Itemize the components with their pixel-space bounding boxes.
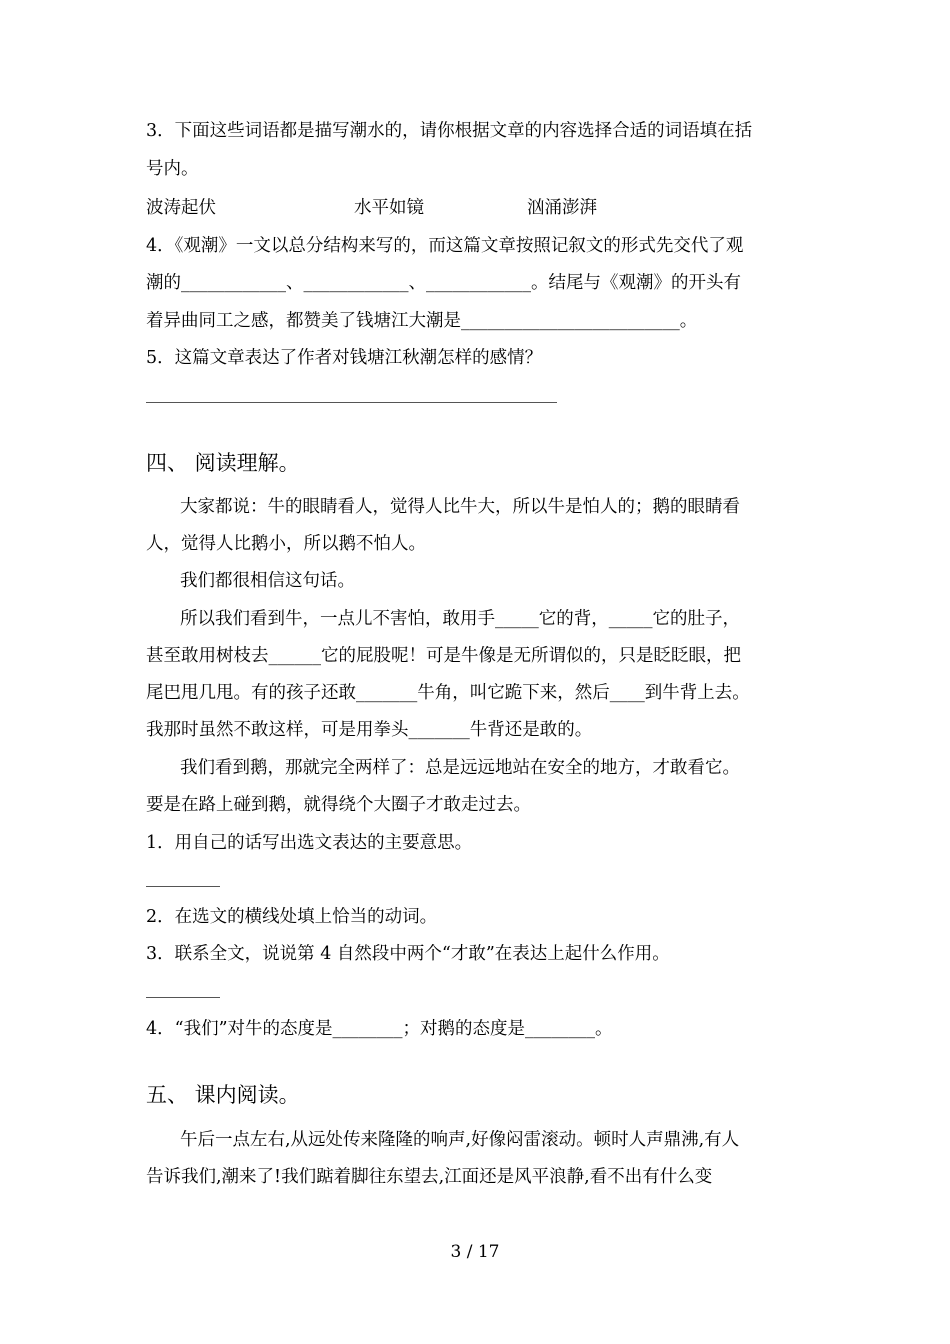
q3-word-2: 水平如镜 xyxy=(354,198,424,218)
s4-p1-line-1: 大家都说：牛的眼睛看人，觉得人比牛大，所以牛是怕人的；鹅的眼睛看 xyxy=(180,497,740,517)
s4-p3-line-3: 尾巴甩几甩。有的孩子还敢_______牛角，叫它跪下来，然后____到牛背上去。 xyxy=(146,683,750,703)
s4-q4: 4．“我们”对牛的态度是________；对鹅的态度是________。 xyxy=(146,1019,613,1039)
q5-line-1: 5．这篇文章表达了作者对钱塘江秋潮怎样的感情？ xyxy=(146,348,543,368)
s4-q2: 2．在选文的横线处填上恰当的动词。 xyxy=(146,907,438,927)
s4-p1-line-2: 人，觉得人比鹅小，所以鹅不怕人。 xyxy=(146,534,426,554)
q3-word-1: 波涛起伏 xyxy=(146,198,216,218)
s4-p2: 我们都很相信这句话。 xyxy=(180,571,355,591)
q4-line-3: 着异曲同工之感，都赞美了钱塘江大潮是_________________________。 xyxy=(146,311,698,331)
s4-q1: 1．用自己的话写出选文表达的主要意思。 xyxy=(146,833,473,853)
section-4-title: 四、 阅读理解。 xyxy=(146,451,300,475)
s4-q1-answer-line xyxy=(146,886,220,887)
s4-p3-line-2: 甚至敢用树枝去______它的屁股呢！可是牛像是无所谓似的，只是眨眨眼，把 xyxy=(146,646,741,666)
s4-p4-line-2: 要是在路上碰到鹅，就得绕个大圈子才敢走过去。 xyxy=(146,795,531,815)
s4-p3-line-4: 我那时虽然不敢这样，可是用拳头_______牛背还是敢的。 xyxy=(146,720,593,740)
q3-line-2: 号内。 xyxy=(146,159,199,179)
q4-line-1: 4．《观潮》一文以总分结构来写的，而这篇文章按照记叙文的形式先交代了观 xyxy=(146,236,744,256)
s5-p1-line-2: 告诉我们,潮来了!我们踮着脚往东望去,江面还是风平浪静,看不出有什么变 xyxy=(146,1167,713,1187)
q3-line-1: 3．下面这些词语都是描写潮水的，请你根据文章的内容选择合适的词语填在括 xyxy=(146,121,753,141)
s4-p4-line-1: 我们看到鹅，那就完全两样了：总是远远地站在安全的地方，才敢看它。 xyxy=(180,758,740,778)
s5-p1-line-1: 午后一点左右,从远处传来隆隆的响声,好像闷雷滚动。顿时人声鼎沸,有人 xyxy=(180,1130,740,1150)
q4-line-2: 潮的____________、____________、____________。结尾与《观潮》的开头有 xyxy=(146,273,741,293)
s4-q3-answer-line xyxy=(146,997,220,998)
section-5-title: 五、 课内阅读。 xyxy=(146,1083,300,1107)
s4-p3-line-1: 所以我们看到牛，一点儿不害怕，敢用手_____它的背，_____它的肚子， xyxy=(180,609,740,629)
s4-q3: 3．联系全文，说说第 4 自然段中两个“才敢”在表达上起什么作用。 xyxy=(146,944,670,964)
q3-word-3: 汹涌澎湃 xyxy=(527,198,597,218)
q5-answer-line xyxy=(146,402,557,403)
page-number: 3 / 17 xyxy=(450,1242,500,1262)
